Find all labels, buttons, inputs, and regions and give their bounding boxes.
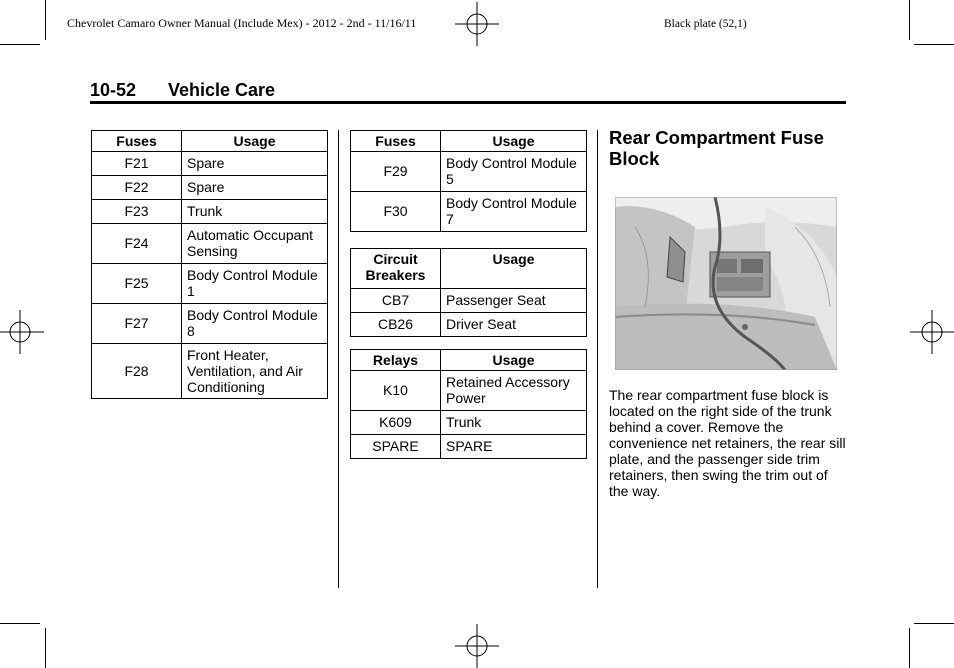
relay-usage: Retained Accessory Power [441, 371, 587, 411]
fuse-id: F28 [92, 344, 182, 399]
table-row [92, 264, 328, 304]
table-row [351, 192, 587, 232]
crop-mark [45, 0, 46, 40]
breaker-usage: Driver Seat [441, 313, 587, 337]
fuse-usage: Automatic Occupant Sensing [182, 224, 328, 264]
registration-target-icon [455, 2, 499, 46]
breaker-id: CB26 [351, 313, 441, 337]
fuse-id: F27 [92, 304, 182, 344]
registration-target-icon [0, 310, 44, 354]
crop-mark [914, 623, 954, 624]
section-name: Vehicle Care [168, 80, 276, 100]
fuse-id: F29 [351, 152, 441, 192]
fuse-usage: Spare [182, 176, 328, 200]
table-header-row [351, 249, 587, 289]
fuse-usage: Body Control Module 5 [441, 152, 587, 192]
table-row [92, 176, 328, 200]
crop-mark [0, 623, 40, 624]
plate-info: Black plate (52,1) [664, 18, 747, 30]
table-row [351, 435, 587, 459]
fuse-usage: Spare [182, 152, 328, 176]
crop-mark [45, 628, 46, 668]
column-header: Usage [182, 131, 328, 152]
fuse-id: F24 [92, 224, 182, 264]
fuse-id: F21 [92, 152, 182, 176]
fuse-usage: Body Control Module 1 [182, 264, 328, 304]
crop-mark [0, 44, 40, 45]
title-rule [90, 101, 846, 104]
table-row [351, 152, 587, 192]
circuit-breaker-table [350, 248, 587, 337]
column-header: Usage [441, 249, 587, 289]
relay-id: SPARE [351, 435, 441, 459]
relay-table [350, 349, 587, 459]
section-title: Rear Compartment Fuse Block [609, 127, 824, 169]
fuse-usage: Body Control Module 7 [441, 192, 587, 232]
column-header: Fuses [351, 131, 441, 152]
registration-target-icon [455, 624, 499, 668]
doc-info: Chevrolet Camaro Owner Manual (Include Mex) - 2012 - 2nd - 11/16/11 [67, 16, 417, 30]
column-header: Fuses [92, 131, 182, 152]
breaker-id: CB7 [351, 289, 441, 313]
table-header-row [351, 350, 587, 371]
fuse-id: F30 [351, 192, 441, 232]
fuse-table-middle [350, 130, 587, 232]
crop-mark [914, 44, 954, 45]
table-row [92, 224, 328, 264]
fuse-id: F22 [92, 176, 182, 200]
table-header-row [92, 131, 328, 152]
page-number: 10-52 [90, 80, 137, 100]
body-paragraph: The rear compartment fuse block is located on the right side of the trunk behind a cover. Remove the convenience net retainers, the rear sill plate, and the passenger side trim retainers, then swing the trim out of the way. [609, 387, 846, 499]
column-divider [338, 130, 339, 588]
table-row [92, 304, 328, 344]
fuse-id: F25 [92, 264, 182, 304]
column-header: Circuit Breakers [351, 249, 441, 289]
table-header-row [351, 131, 587, 152]
relay-usage: SPARE [441, 435, 587, 459]
column-header: Relays [351, 350, 441, 371]
fuse-table-left [91, 130, 328, 399]
relay-id: K609 [351, 411, 441, 435]
trunk-fuse-block-photo [615, 197, 837, 370]
fuse-usage: Trunk [182, 200, 328, 224]
relay-id: K10 [351, 371, 441, 411]
table-row [92, 344, 328, 399]
table-row [92, 152, 328, 176]
breaker-usage: Passenger Seat [441, 289, 587, 313]
column-header: Usage [441, 131, 587, 152]
relay-usage: Trunk [441, 411, 587, 435]
crop-mark [909, 0, 910, 40]
column-divider [597, 130, 598, 588]
table-row [351, 289, 587, 313]
fuse-usage: Front Heater, Ventilation, and Air Conditioning [182, 344, 328, 399]
column-header: Usage [441, 350, 587, 371]
table-row [351, 371, 587, 411]
table-row [351, 313, 587, 337]
fuse-id: F23 [92, 200, 182, 224]
registration-target-icon [910, 310, 954, 354]
table-row [351, 411, 587, 435]
crop-mark [909, 628, 910, 668]
table-row [92, 200, 328, 224]
page-title [90, 80, 275, 101]
fuse-usage: Body Control Module 8 [182, 304, 328, 344]
